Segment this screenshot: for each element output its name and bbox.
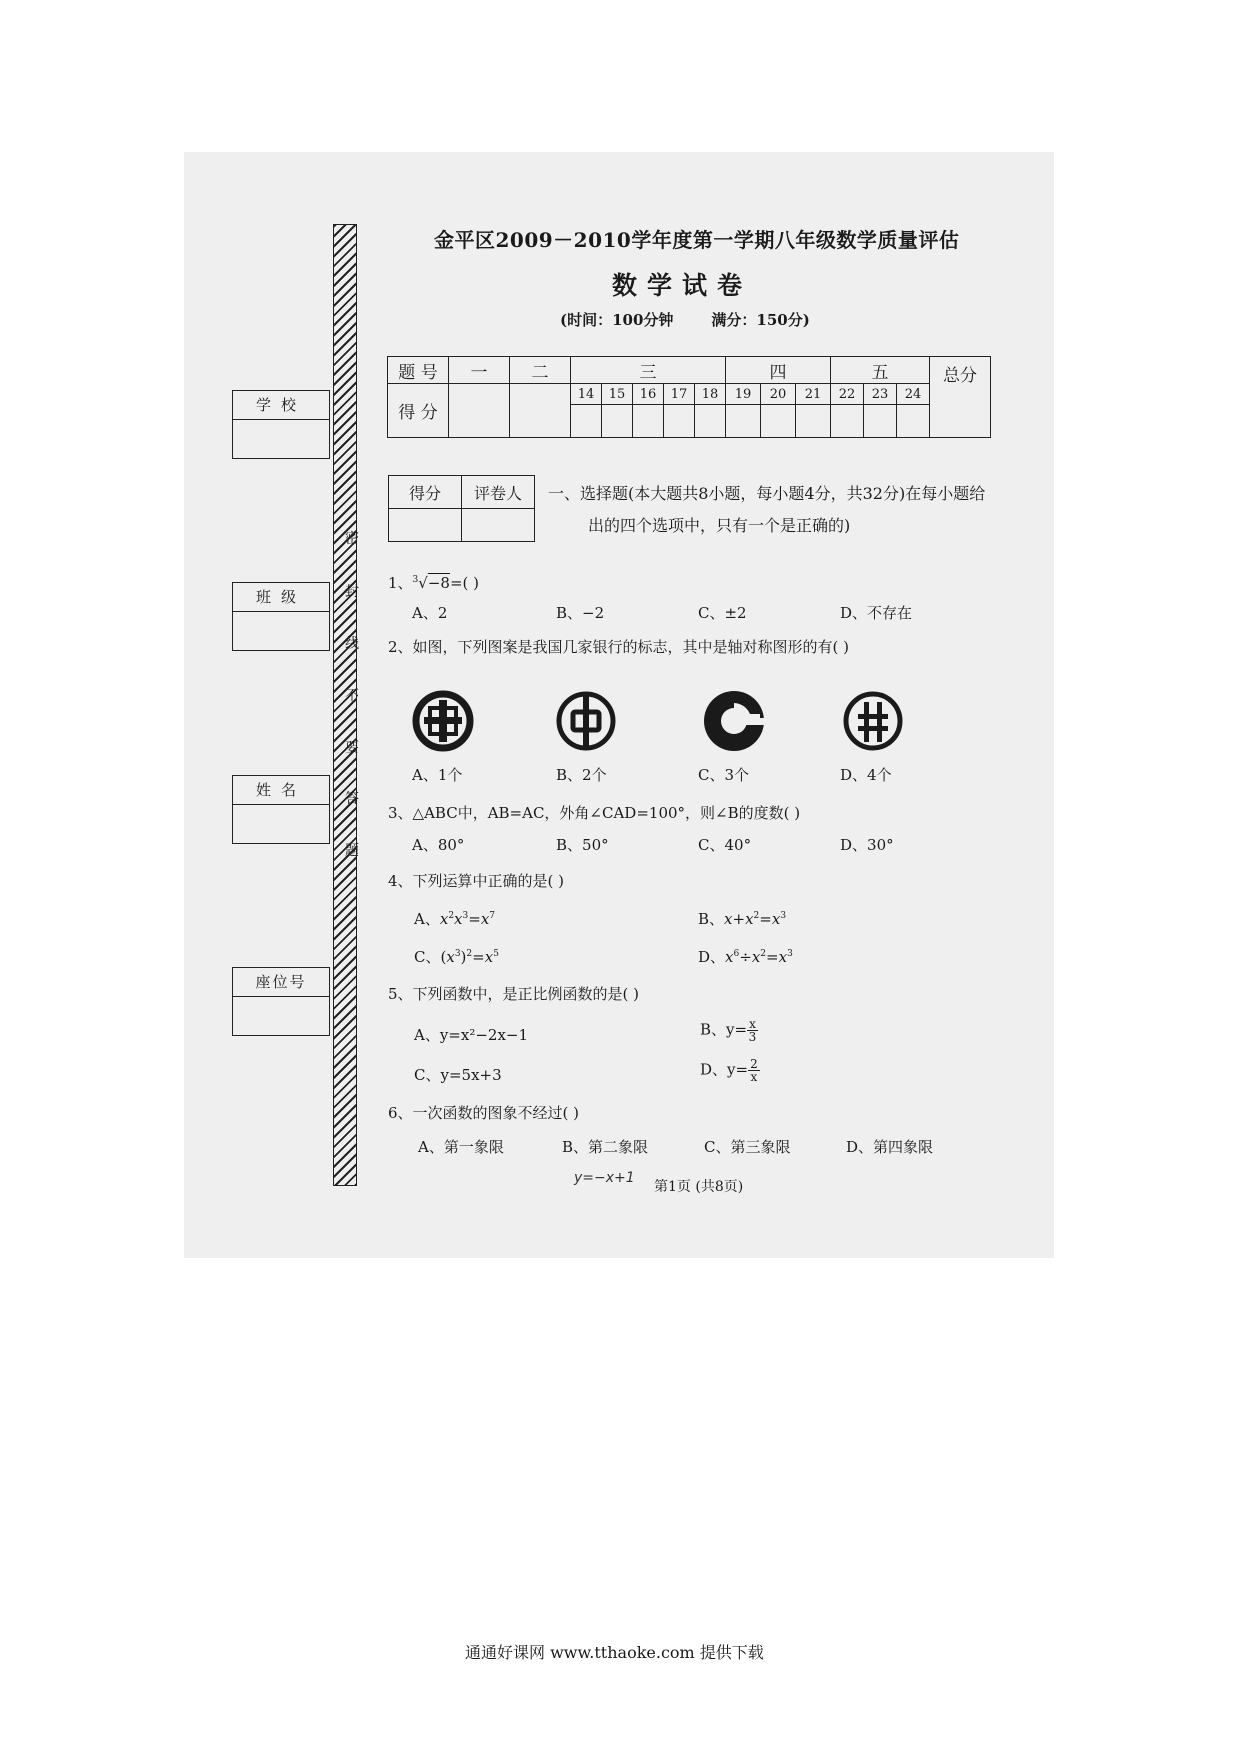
q1-expr: =( ) [449, 574, 480, 592]
bank-logo-ccb-icon [700, 688, 770, 754]
seal-warning-char: 题 [345, 843, 359, 859]
score-cell-1 [449, 384, 510, 438]
bank-logo-icbc-icon [410, 688, 476, 754]
exam-title: 金平区2009－2010学年度第一学期八年级数学质量评估 [434, 228, 960, 252]
question-number: 23 [864, 384, 897, 405]
q6-option-a: A、第一象限 [418, 1138, 504, 1156]
score-table [387, 356, 991, 438]
name-field [233, 805, 329, 843]
row-label-number: 题 号 [388, 357, 449, 384]
score-cell [695, 405, 726, 438]
exam-subtitle: 数学试卷 [612, 271, 753, 300]
q4-option-d-label: D、 [698, 948, 726, 966]
q2-option-b: B、2个 [556, 766, 607, 784]
question-6: 6、一次函数的图象不经过( ) [388, 1104, 580, 1122]
q1-root-index: 3 [412, 575, 419, 585]
q4-option-d: D、$x^6\div x^2=x^3$ [698, 948, 793, 966]
grader-score-field [389, 509, 462, 542]
class-label: 班级 [233, 583, 329, 612]
bank-logo-abc-icon [840, 688, 906, 754]
q5-d-denominator: x [750, 1070, 758, 1084]
q4-option-a-label: A、 [414, 910, 440, 928]
grader-name-field [462, 509, 535, 542]
section-1-line-1: 一、选择题(本大题共8小题，每小题4分，共32分)在每小题给 [548, 484, 986, 503]
score-cell [664, 405, 695, 438]
q2-option-c: C、3个 [698, 766, 750, 784]
score-cell [571, 405, 602, 438]
q3-option-c: C、40° [698, 836, 752, 854]
q5-d-numerator: 2 [750, 1057, 758, 1071]
q5-option-c: C、y=5x+3 [414, 1066, 502, 1084]
handwritten-note: y=−x+1 [574, 1170, 635, 1186]
q1-number: 1、 [388, 574, 413, 592]
q3-option-d: D、30° [840, 836, 894, 854]
q4-option-c-label: C、 [414, 948, 441, 966]
q5-option-b-label: B、y= [700, 1020, 748, 1039]
q5-option-d-label: D、y= [700, 1060, 749, 1079]
q6-option-c: C、第三象限 [704, 1138, 791, 1156]
school-label: 学校 [233, 391, 329, 420]
q4-option-a: A、$x^2x^3=x^7$ [414, 910, 496, 928]
question-number: 21 [796, 384, 831, 405]
seat-label: 座位号 [233, 968, 329, 997]
total-header: 总分 [930, 357, 991, 438]
section-4-header: 四 [726, 357, 831, 384]
section-1-line-2: 出的四个选项中，只有一个是正确的) [588, 516, 851, 535]
question-number: 17 [664, 384, 695, 405]
question-number: 18 [695, 384, 726, 405]
section-1-heading [548, 478, 1018, 542]
seal-warning-char: 线 [345, 636, 359, 652]
site-footer: 通通好课网 www.tthaoke.com 提供下载 [465, 1643, 764, 1662]
binding-hatch-strip [333, 224, 357, 1186]
seal-warning-char: 答 [345, 791, 359, 807]
school-box [232, 390, 330, 459]
q3-option-b: B、50° [556, 836, 609, 854]
score-cell [726, 405, 761, 438]
class-box [232, 582, 330, 651]
section-1-header: 一 [449, 357, 510, 384]
seat-field [233, 997, 329, 1035]
page-number: 第1页 (共8页) [654, 1179, 744, 1195]
section-3-header: 三 [571, 357, 726, 384]
score-cell [897, 405, 930, 438]
question-number: 14 [571, 384, 602, 405]
question-5: 5、下列函数中，是正比例函数的是( ) [388, 985, 640, 1003]
q2-option-a: A、1个 [412, 766, 463, 784]
q6-option-b: B、第二象限 [562, 1138, 649, 1156]
q5-b-numerator: x [749, 1017, 756, 1031]
seal-warning-char: 不 [345, 688, 359, 704]
q1-option-a: A、2 [412, 604, 448, 622]
seal-warning-char: 密 [345, 531, 359, 547]
seal-warning-char: 要 [345, 740, 359, 756]
q1-option-d: D、不存在 [840, 604, 913, 622]
score-cell [602, 405, 633, 438]
score-cell [761, 405, 796, 438]
school-field [233, 420, 329, 458]
question-2: 2、如图，下列图案是我国几家银行的标志，其中是轴对称图形的有( ) [388, 638, 850, 656]
q5-option-b [700, 1018, 758, 1043]
question-number: 19 [726, 384, 761, 405]
exam-info [560, 309, 810, 330]
name-label: 姓名 [233, 776, 329, 805]
score-cell [796, 405, 831, 438]
q1-option-c: C、±2 [698, 604, 747, 622]
q4-option-b: B、$x+x^2=x^3$ [698, 910, 787, 928]
score-cell [864, 405, 897, 438]
exam-time: (时间：100分钟 [560, 311, 674, 329]
question-number: 24 [897, 384, 930, 405]
q1-radicand: −8 [427, 574, 450, 592]
question-number: 15 [602, 384, 633, 405]
q5-option-d [700, 1058, 760, 1083]
q5-b-denominator: 3 [748, 1030, 757, 1044]
q5-option-a: A、y=x²−2x−1 [414, 1026, 529, 1044]
name-box [232, 775, 330, 844]
section-5-header: 五 [831, 357, 930, 384]
section-2-header: 二 [510, 357, 571, 384]
score-cell-2 [510, 384, 571, 438]
exam-full-score: 满分：150分) [711, 311, 810, 329]
q1-option-b: B、−2 [556, 604, 605, 622]
question-number: 20 [761, 384, 796, 405]
score-cell [633, 405, 664, 438]
grader-score-label: 得分 [389, 476, 462, 509]
q4-option-b-label: B、 [698, 910, 725, 928]
q5-option-d-fraction [748, 1058, 760, 1083]
question-number: 22 [831, 384, 864, 405]
seal-warning-char: 封 [345, 584, 359, 600]
q3-option-a: A、80° [412, 836, 465, 854]
seat-box [232, 967, 330, 1036]
question-number: 16 [633, 384, 664, 405]
q6-option-d: D、第四象限 [846, 1138, 934, 1156]
score-cell [831, 405, 864, 438]
class-field [233, 612, 329, 650]
grader-box [388, 475, 535, 542]
question-1: 1、$^3$√−8=( ) [388, 574, 480, 592]
grader-name-label: 评卷人 [462, 476, 535, 509]
question-4: 4、下列运算中正确的是( ) [388, 872, 565, 890]
row-label-score: 得 分 [388, 384, 449, 438]
q2-option-d: D、4个 [840, 766, 892, 784]
bank-logo-boc-icon [553, 688, 619, 754]
q5-option-b-fraction [747, 1018, 758, 1043]
question-3: 3、△ABC中，AB=AC，外角∠CAD=100°，则∠B的度数( ) [388, 804, 801, 822]
q4-option-c: C、$(x^3)^2=x^5$ [414, 948, 499, 966]
